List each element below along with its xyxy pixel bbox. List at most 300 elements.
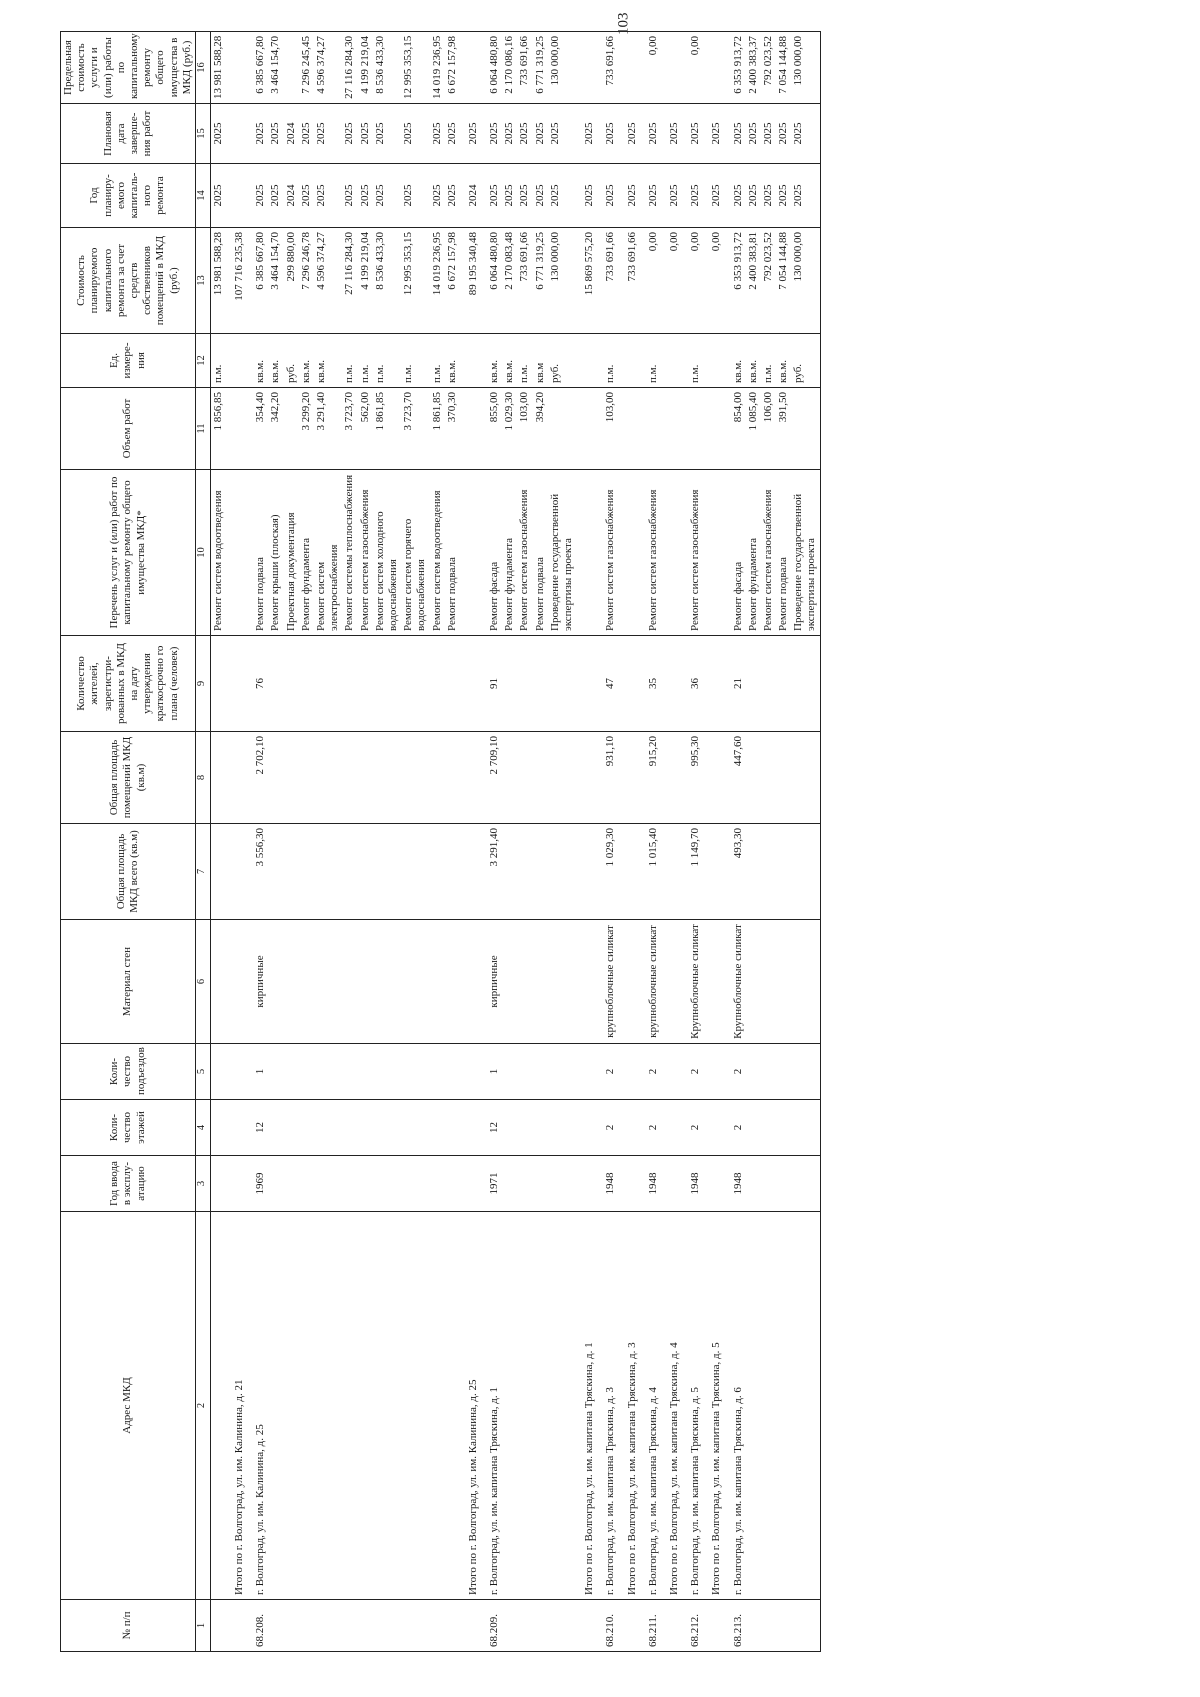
cell-vol: 370,30 <box>445 388 460 470</box>
cell-area <box>373 824 401 920</box>
cell-limit: 6 771 319,25 <box>533 32 548 104</box>
column-number: 5 <box>195 1044 210 1100</box>
cell-unit: кв.м. <box>746 334 761 388</box>
cell-res <box>314 636 342 732</box>
cell-unit: кв.м. <box>487 334 502 388</box>
cell-id <box>582 1600 597 1652</box>
cell-date <box>232 104 247 164</box>
cell-ent: 1 <box>487 1044 502 1100</box>
cell-yr: 1969 <box>253 1156 268 1212</box>
cell-res <box>401 636 429 732</box>
cell-unit: кв.м. <box>268 334 283 388</box>
cell-addr: г. Волгоград, ул. им. капитана Тряскина, д. 1 <box>487 1212 502 1600</box>
column-number: 16 <box>195 32 210 104</box>
cell-limit: 792 023,52 <box>761 32 776 104</box>
cell-work: Ремонт систем газоснабжения <box>517 470 532 636</box>
cell-limit <box>709 32 724 104</box>
cell-mat <box>314 920 342 1044</box>
work-row <box>430 32 445 1652</box>
cell-unit: руб. <box>548 334 576 388</box>
cell-yr <box>776 1156 791 1212</box>
cell-fl <box>445 1100 460 1156</box>
cell-area <box>761 824 776 920</box>
cell-fl: 2 <box>688 1100 703 1156</box>
cell-addr: Итого по г. Волгоград, ул. им. капитана Тряскина, д. 3 <box>625 1212 640 1600</box>
cell-res: 91 <box>487 636 502 732</box>
cell-year: 2025 <box>268 164 283 228</box>
cell-area2 <box>746 732 761 824</box>
cell-fl <box>502 1100 517 1156</box>
cell-cost: 13 981 588,28 <box>210 228 226 334</box>
cell-addr: Итого по г. Волгоград, ул. им. капитана Тряскина, д. 5 <box>709 1212 724 1600</box>
cell-year: 2025 <box>761 164 776 228</box>
cell-area2: 915,20 <box>646 732 661 824</box>
cell-fl <box>761 1100 776 1156</box>
cell-limit <box>466 32 481 104</box>
cell-yr: 1948 <box>688 1156 703 1212</box>
cell-unit: п.м. <box>761 334 776 388</box>
cell-unit: руб. <box>791 334 820 388</box>
cell-ent <box>791 1044 820 1100</box>
cell-area <box>268 824 283 920</box>
cell-year: 2025 <box>358 164 373 228</box>
cell-fl <box>625 1100 640 1156</box>
work-row <box>746 32 761 1652</box>
cell-year: 2025 <box>401 164 429 228</box>
cell-area2 <box>776 732 791 824</box>
cell-limit: 6 385 667,80 <box>253 32 268 104</box>
cell-cost: 15 869 575,20 <box>582 228 597 334</box>
cell-addr: Итого по г. Волгоград, ул. им. Калинина, д. 21 <box>232 1212 247 1600</box>
cell-addr <box>299 1212 314 1600</box>
header-address: Адрес МКД <box>61 1212 196 1600</box>
cell-limit: 8 536 433,30 <box>373 32 401 104</box>
cell-fl <box>791 1100 820 1156</box>
cell-id <box>746 1600 761 1652</box>
cell-addr: Итого по г. Волгоград, ул. им. капитана Тряскина, д. 4 <box>667 1212 682 1600</box>
cell-work: Ремонт подвала <box>533 470 548 636</box>
cell-ent <box>342 1044 357 1100</box>
cell-unit: п.м. <box>373 334 401 388</box>
total-row <box>232 32 247 1652</box>
cell-date: 2025 <box>358 104 373 164</box>
cell-limit: 4 596 374,27 <box>314 32 342 104</box>
cell-date: 2025 <box>761 104 776 164</box>
cell-vol <box>709 388 724 470</box>
cell-vol: 1 861,85 <box>373 388 401 470</box>
cell-year: 2025 <box>487 164 502 228</box>
cell-year: 2025 <box>791 164 820 228</box>
cell-work <box>232 470 247 636</box>
cell-yr <box>373 1156 401 1212</box>
cell-year: 2025 <box>210 164 226 228</box>
cell-id <box>314 1600 342 1652</box>
work-row <box>445 32 460 1652</box>
cell-fl <box>430 1100 445 1156</box>
cell-date: 2025 <box>299 104 314 164</box>
cell-unit: п.м. <box>430 334 445 388</box>
cell-id <box>373 1600 401 1652</box>
header-premises-area: Общая площадь помещений МКД (кв.м) <box>61 732 196 824</box>
cell-yr: 1948 <box>731 1156 746 1212</box>
cell-work: Ремонт подвала <box>776 470 791 636</box>
work-row <box>373 32 401 1652</box>
cell-ent: 2 <box>646 1044 661 1100</box>
cell-addr <box>517 1212 532 1600</box>
cell-area2 <box>667 732 682 824</box>
cell-ent <box>625 1044 640 1100</box>
cell-mat <box>625 920 640 1044</box>
cell-yr <box>746 1156 761 1212</box>
cell-ent <box>517 1044 532 1100</box>
header-limit-cost: Предельная стоимость услуги и (или) работы по капитальному ремонту общего имущества в МКД (руб.) <box>61 32 196 104</box>
header-total-area: Общая площадь МКД всего (кв.м) <box>61 824 196 920</box>
cell-mat <box>466 920 481 1044</box>
cell-date: 2025 <box>625 104 640 164</box>
cell-work <box>709 470 724 636</box>
cell-vol: 3 723,70 <box>342 388 357 470</box>
cell-ent: 2 <box>603 1044 618 1100</box>
header-residents: Количество жителей, зарегистри-рованных в МКД на дату утверждения краткосрочно го плана (человек) <box>61 636 196 732</box>
cell-date: 2025 <box>502 104 517 164</box>
cell-id <box>517 1600 532 1652</box>
column-number: 10 <box>195 470 210 636</box>
column-number: 11 <box>195 388 210 470</box>
house-row <box>688 32 703 1652</box>
cell-id: 68.208. <box>253 1600 268 1652</box>
cell-cost: 6 385 667,80 <box>253 228 268 334</box>
cell-res <box>502 636 517 732</box>
cell-id <box>791 1600 820 1652</box>
cell-cost: 2 400 383,81 <box>746 228 761 334</box>
cell-yr <box>401 1156 429 1212</box>
cell-ent <box>401 1044 429 1100</box>
cell-ent <box>502 1044 517 1100</box>
cell-fl <box>299 1100 314 1156</box>
cell-mat <box>548 920 576 1044</box>
cell-area <box>517 824 532 920</box>
cell-res <box>232 636 247 732</box>
cell-addr <box>533 1212 548 1600</box>
cell-ent <box>430 1044 445 1100</box>
cell-mat <box>232 920 247 1044</box>
cell-vol <box>232 388 247 470</box>
work-row <box>314 32 342 1652</box>
cell-vol: 1 085,40 <box>746 388 761 470</box>
work-row <box>268 32 283 1652</box>
header-year-built: Год ввода в эксплу-атацию <box>61 1156 196 1212</box>
house-row <box>731 32 746 1652</box>
cell-addr <box>776 1212 791 1600</box>
cell-date: 2025 <box>548 104 576 164</box>
cell-ent <box>445 1044 460 1100</box>
cell-work: Ремонт фундамента <box>746 470 761 636</box>
work-row <box>342 32 357 1652</box>
cell-date: 2025 <box>517 104 532 164</box>
cell-res: 21 <box>731 636 746 732</box>
cell-work <box>625 470 640 636</box>
cell-vol: 855,00 <box>487 388 502 470</box>
cell-ent: 2 <box>731 1044 746 1100</box>
column-number: 12 <box>195 334 210 388</box>
cell-res <box>445 636 460 732</box>
cell-cost: 7 296 246,78 <box>299 228 314 334</box>
cell-work: Ремонт систем газоснабжения <box>603 470 618 636</box>
cell-vol <box>582 388 597 470</box>
house-row <box>603 32 618 1652</box>
cell-vol: 1 856,85 <box>210 388 226 470</box>
cell-ent <box>268 1044 283 1100</box>
cell-fl <box>548 1100 576 1156</box>
cell-date: 2025 <box>342 104 357 164</box>
cell-addr <box>342 1212 357 1600</box>
cell-date: 2025 <box>253 104 268 164</box>
cell-limit: 130 000,00 <box>791 32 820 104</box>
cell-yr <box>210 1156 226 1212</box>
cell-mat <box>582 920 597 1044</box>
cell-unit <box>625 334 640 388</box>
cell-yr <box>548 1156 576 1212</box>
cell-mat: кирпичные <box>487 920 502 1044</box>
cell-mat: Крупноблочные силикат <box>688 920 703 1044</box>
cell-year: 2024 <box>466 164 481 228</box>
cell-year: 2025 <box>299 164 314 228</box>
cell-res: 76 <box>253 636 268 732</box>
header-floors: Коли-чество этажей <box>61 1100 196 1156</box>
cell-area2 <box>625 732 640 824</box>
cell-res: 36 <box>688 636 703 732</box>
cell-fl <box>268 1100 283 1156</box>
cell-unit <box>232 334 247 388</box>
cell-yr <box>466 1156 481 1212</box>
cell-addr <box>373 1212 401 1600</box>
cell-ent <box>358 1044 373 1100</box>
cell-yr <box>517 1156 532 1212</box>
cell-cost: 130 000,00 <box>548 228 576 334</box>
column-number: 2 <box>195 1212 210 1600</box>
cell-vol: 391,50 <box>776 388 791 470</box>
cell-ent <box>776 1044 791 1100</box>
cell-id <box>232 1600 247 1652</box>
cell-mat <box>284 920 299 1044</box>
cell-year: 2025 <box>688 164 703 228</box>
cell-res <box>342 636 357 732</box>
cell-year: 2025 <box>342 164 357 228</box>
cell-res <box>210 636 226 732</box>
cell-cost: 299 880,00 <box>284 228 299 334</box>
cell-yr <box>445 1156 460 1212</box>
cell-fl <box>776 1100 791 1156</box>
work-row <box>517 32 532 1652</box>
cell-id <box>625 1600 640 1652</box>
cell-area: 1 149,70 <box>688 824 703 920</box>
header-volume: Объем работ <box>61 388 196 470</box>
cell-limit: 13 981 588,28 <box>210 32 226 104</box>
cell-mat <box>761 920 776 1044</box>
total-row <box>582 32 597 1652</box>
work-row <box>210 32 226 1652</box>
cell-fl <box>667 1100 682 1156</box>
cell-fl: 2 <box>646 1100 661 1156</box>
cell-fl: 12 <box>487 1100 502 1156</box>
cell-cost: 733 691,66 <box>625 228 640 334</box>
cell-cost: 107 716 235,38 <box>232 228 247 334</box>
cell-limit: 12 995 353,15 <box>401 32 429 104</box>
cell-area2 <box>430 732 445 824</box>
cell-work: Ремонт систем горячего водоснабжения <box>401 470 429 636</box>
cell-cost: 0,00 <box>667 228 682 334</box>
cell-mat <box>210 920 226 1044</box>
cell-fl: 2 <box>731 1100 746 1156</box>
cell-mat <box>791 920 820 1044</box>
cell-work: Ремонт фундамента <box>299 470 314 636</box>
cell-ent: 2 <box>688 1044 703 1100</box>
cell-area2 <box>761 732 776 824</box>
cell-unit: кв.м. <box>445 334 460 388</box>
cell-fl: 2 <box>603 1100 618 1156</box>
cell-area2 <box>709 732 724 824</box>
cell-yr <box>284 1156 299 1212</box>
cell-work: Ремонт подвала <box>445 470 460 636</box>
cell-limit: 6 353 913,72 <box>731 32 746 104</box>
cell-limit <box>625 32 640 104</box>
cell-vol: 354,40 <box>253 388 268 470</box>
cell-vol <box>791 388 820 470</box>
cell-area2 <box>299 732 314 824</box>
cell-vol <box>548 388 576 470</box>
cell-vol: 3 723,70 <box>401 388 429 470</box>
cell-unit: п.м. <box>401 334 429 388</box>
cell-date: 2025 <box>667 104 682 164</box>
cell-date: 2025 <box>210 104 226 164</box>
cell-res <box>791 636 820 732</box>
cell-area2 <box>582 732 597 824</box>
cell-limit: 27 116 284,30 <box>342 32 357 104</box>
cell-mat <box>299 920 314 1044</box>
work-row <box>533 32 548 1652</box>
cell-cost: 3 464 154,70 <box>268 228 283 334</box>
cell-vol: 3 291,40 <box>314 388 342 470</box>
column-number: 1 <box>195 1600 210 1652</box>
work-row <box>401 32 429 1652</box>
cell-ent <box>709 1044 724 1100</box>
cell-addr <box>284 1212 299 1600</box>
cell-date: 2025 <box>445 104 460 164</box>
cell-id <box>268 1600 283 1652</box>
cell-res <box>625 636 640 732</box>
column-number: 13 <box>195 228 210 334</box>
cell-yr <box>667 1156 682 1212</box>
column-number: 3 <box>195 1156 210 1212</box>
cell-area <box>625 824 640 920</box>
header-cost: Стоимость планируемого капитального ремонта за счет средств собственников помещений в МКД (руб.) <box>61 228 196 334</box>
cell-cost: 2 170 083,48 <box>502 228 517 334</box>
cell-area2 <box>210 732 226 824</box>
cell-ent <box>232 1044 247 1100</box>
cell-area <box>232 824 247 920</box>
cell-ent <box>582 1044 597 1100</box>
cell-year: 2025 <box>533 164 548 228</box>
cell-ent: 1 <box>253 1044 268 1100</box>
cell-limit: 130 000,00 <box>548 32 576 104</box>
cell-yr <box>761 1156 776 1212</box>
cell-mat <box>430 920 445 1044</box>
cell-limit: 2 400 383,37 <box>746 32 761 104</box>
cell-unit <box>667 334 682 388</box>
column-number: 9 <box>195 636 210 732</box>
cell-fl <box>709 1100 724 1156</box>
cell-limit: 7 054 144,88 <box>776 32 791 104</box>
cell-res <box>761 636 776 732</box>
cell-limit <box>284 32 299 104</box>
cell-unit <box>466 334 481 388</box>
cell-unit: кв.м <box>533 334 548 388</box>
cell-yr <box>299 1156 314 1212</box>
cell-cost: 792 023,52 <box>761 228 776 334</box>
cell-cost: 8 536 433,30 <box>373 228 401 334</box>
cell-addr <box>791 1212 820 1600</box>
cell-area2 <box>466 732 481 824</box>
cell-unit: кв.м. <box>314 334 342 388</box>
cell-addr <box>358 1212 373 1600</box>
work-row <box>776 32 791 1652</box>
total-row <box>667 32 682 1652</box>
cell-yr <box>791 1156 820 1212</box>
cell-fl <box>210 1100 226 1156</box>
cell-cost: 130 000,00 <box>791 228 820 334</box>
cell-vol <box>688 388 703 470</box>
cell-cost: 89 195 340,48 <box>466 228 481 334</box>
cell-area <box>548 824 576 920</box>
cell-area2 <box>517 732 532 824</box>
cell-area: 1 029,30 <box>603 824 618 920</box>
header-id: № п/п <box>61 1600 196 1652</box>
cell-area2: 2 702,10 <box>253 732 268 824</box>
cell-work <box>466 470 481 636</box>
cell-res <box>776 636 791 732</box>
cell-ent <box>210 1044 226 1100</box>
cell-date: 2025 <box>709 104 724 164</box>
cell-cost: 4 199 219,04 <box>358 228 373 334</box>
cell-area <box>533 824 548 920</box>
cell-year: 2025 <box>517 164 532 228</box>
cell-ent <box>667 1044 682 1100</box>
cell-id <box>761 1600 776 1652</box>
cell-area <box>502 824 517 920</box>
cell-res: 47 <box>603 636 618 732</box>
cell-addr: г. Волгоград, ул. им. капитана Тряскина, д. 5 <box>688 1212 703 1600</box>
cell-area: 3 556,30 <box>253 824 268 920</box>
cell-cost: 0,00 <box>646 228 661 334</box>
cell-date: 2025 <box>646 104 661 164</box>
cell-cost: 7 054 144,88 <box>776 228 791 334</box>
cell-mat <box>709 920 724 1044</box>
cell-year: 2025 <box>582 164 597 228</box>
cell-area2 <box>533 732 548 824</box>
cell-year: 2025 <box>746 164 761 228</box>
cell-limit: 7 296 245,45 <box>299 32 314 104</box>
cell-mat: крупноблочные силикат <box>603 920 618 1044</box>
cell-limit <box>232 32 247 104</box>
cell-unit <box>582 334 597 388</box>
header-works: Перечень услуг и (или) работ по капитальному ремонту общего имущества МКД* <box>61 470 196 636</box>
header-unit: Ед. измере-ния <box>61 334 196 388</box>
cell-work: Ремонт систем газоснабжения <box>646 470 661 636</box>
cell-cost: 0,00 <box>709 228 724 334</box>
cell-addr: Итого по г. Волгоград, ул. им. капитана Тряскина, д. 1 <box>582 1212 597 1600</box>
cell-limit: 0,00 <box>646 32 661 104</box>
column-number: 7 <box>195 824 210 920</box>
